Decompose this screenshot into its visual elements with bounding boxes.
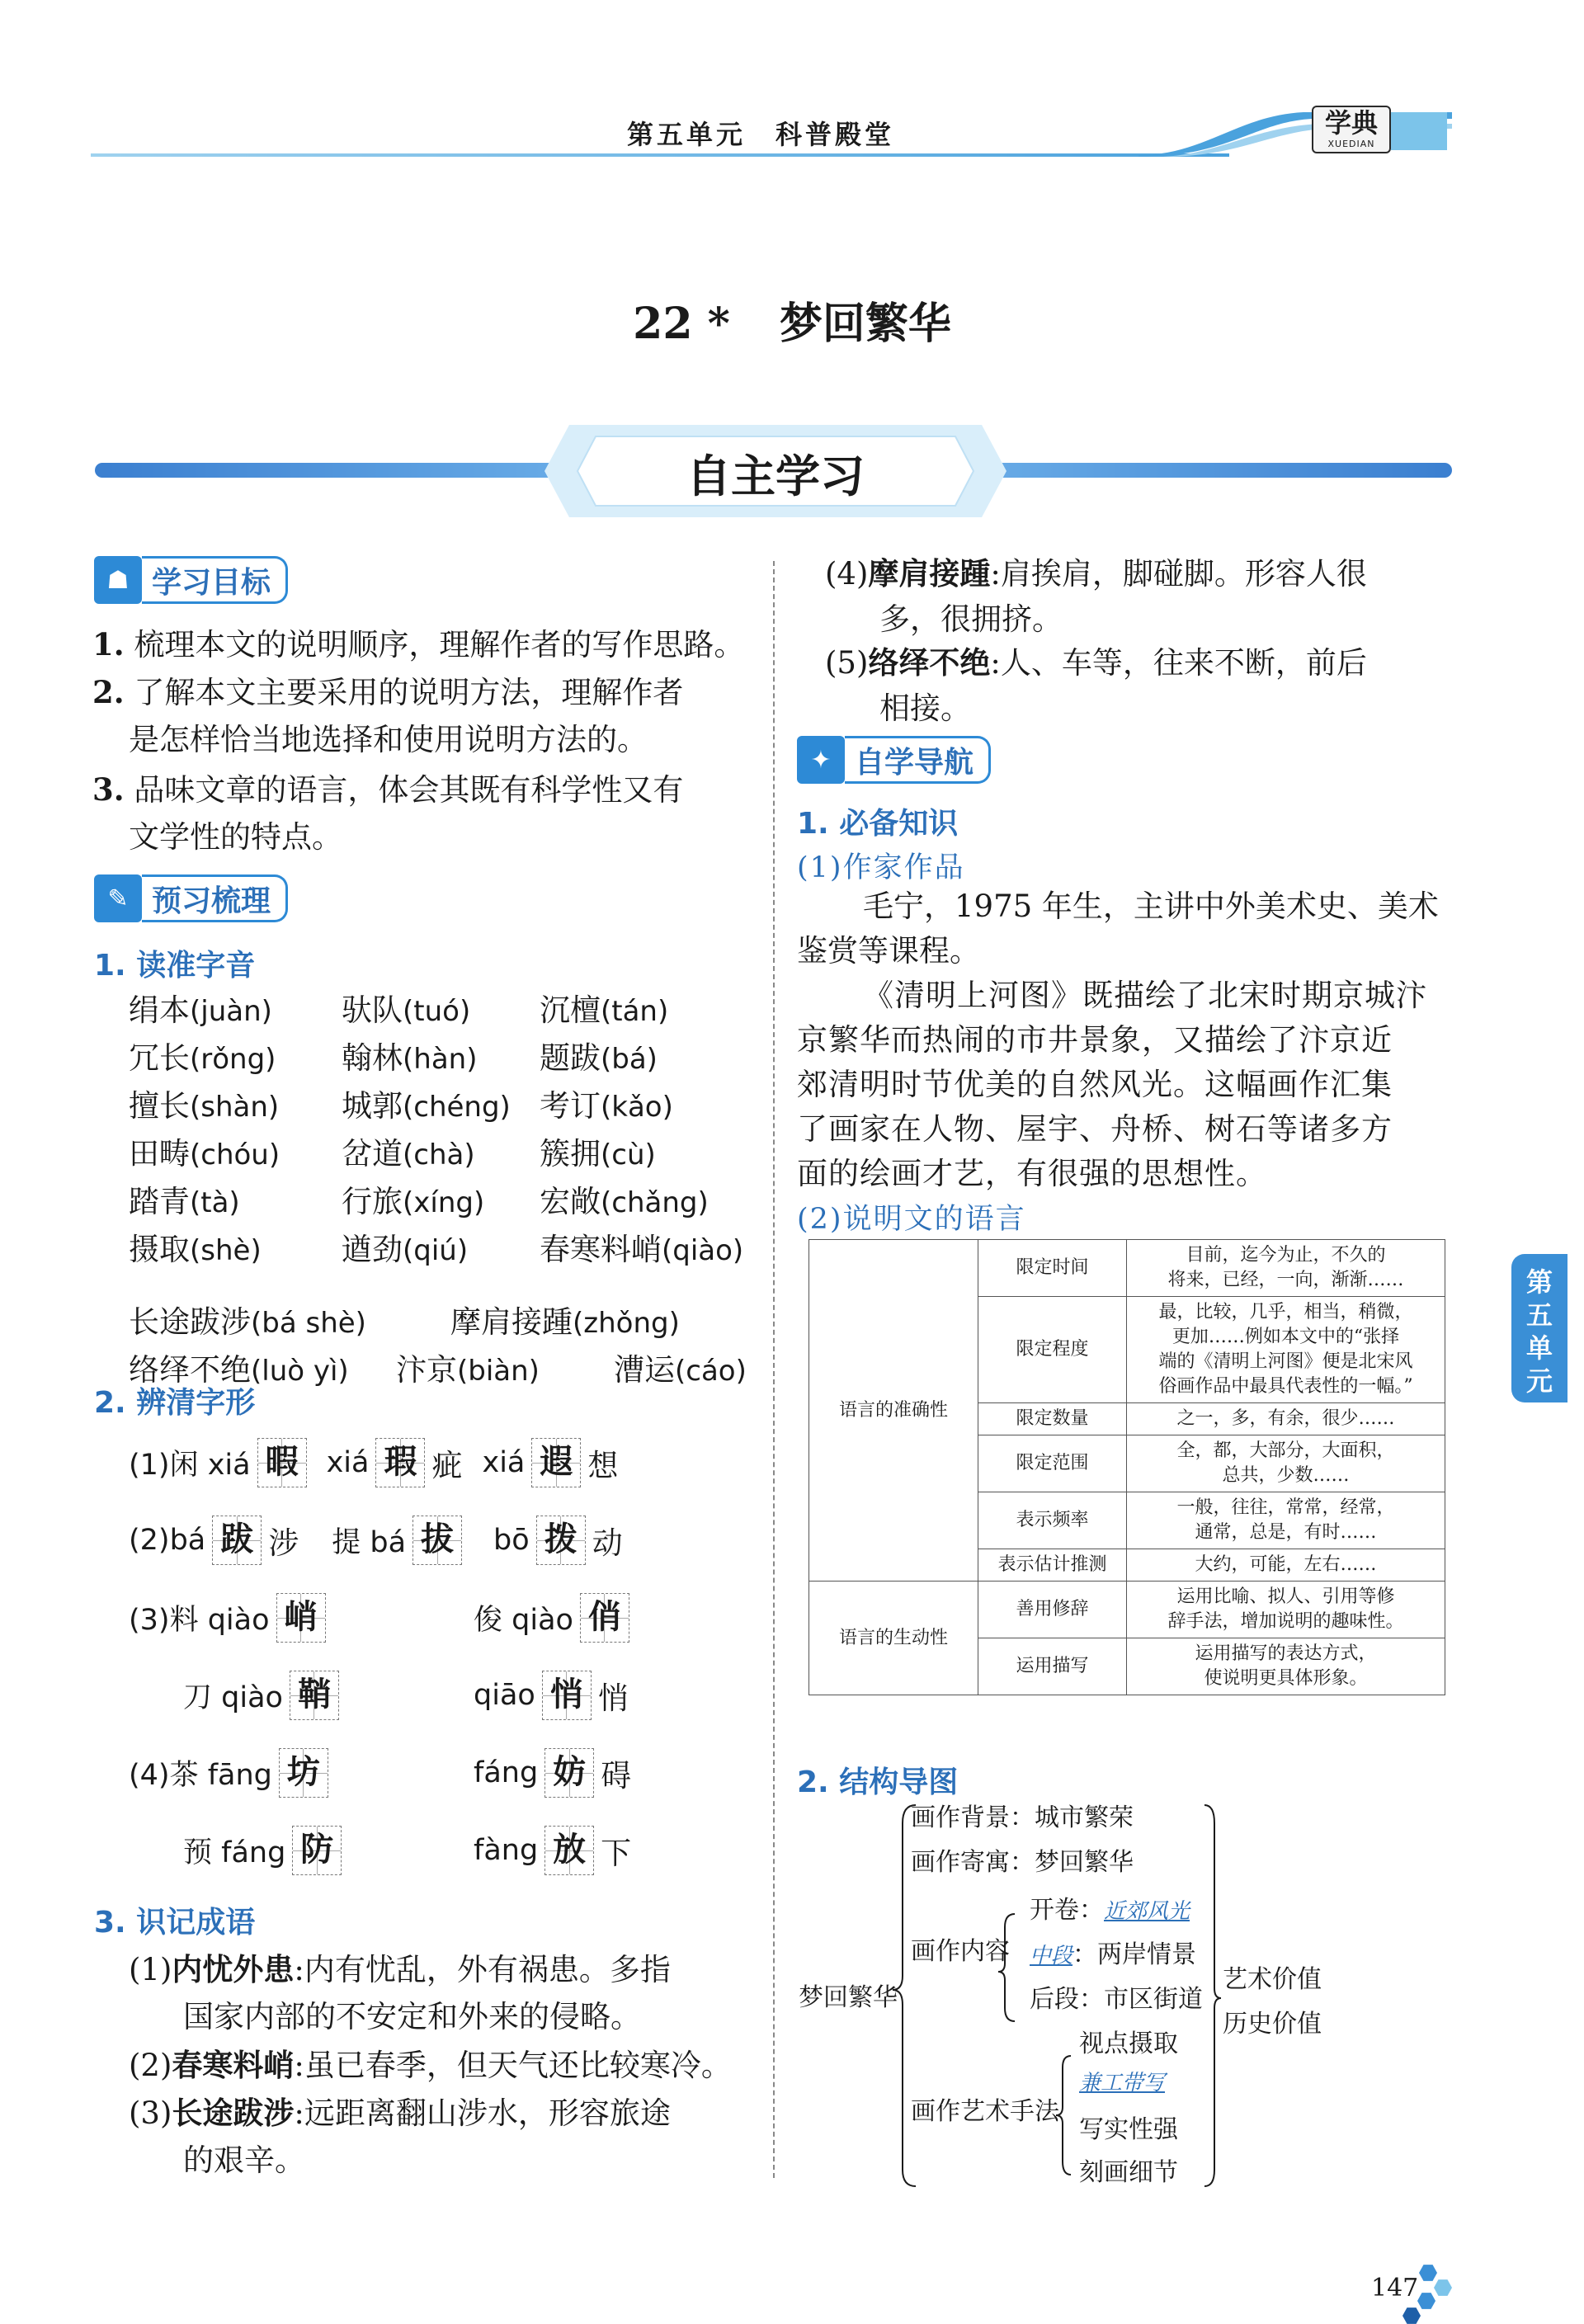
- goal-1: 1. 梳理本文的说明顺序，理解作者的写作思路。: [92, 626, 745, 662]
- glyph-row-5a: (4)茶 fāng 坊: [129, 1744, 335, 1802]
- painting-line-5: 面的绘画才艺，有很强的思想性。: [797, 1156, 1267, 1191]
- pinyin-row-8c: 漕运(cáo): [614, 1352, 747, 1388]
- unit-side-tab: 第 五 单 元: [1511, 1254, 1568, 1402]
- glyph-row-1: (1)闲 xiá 暇 xiá 瑕 疵 xiá 遐 想: [129, 1434, 618, 1492]
- glyph-row-2: (2)bá 跋 涉 提 bá 拔 bō 拨 动: [129, 1511, 623, 1569]
- char-box: 拨: [536, 1516, 586, 1565]
- decor-hex: [1417, 2292, 1436, 2310]
- decor-hex: [1434, 2279, 1452, 2297]
- char-box: 遐: [531, 1438, 581, 1487]
- pinyin-item: 踏青(tà): [129, 1184, 240, 1219]
- idiom-1: (1)内忧外患:内有忧乱，外有祸患。多指: [129, 1951, 671, 1987]
- pinyin-item: 宏敞(chǎng): [540, 1184, 709, 1219]
- char-box: 俏: [580, 1593, 629, 1643]
- diagram-value-history: 历史价值: [1223, 2010, 1322, 2039]
- char-box: 拔: [412, 1516, 462, 1565]
- painting-line-1: 《清明上河图》既描绘了北宋时期京城汴: [863, 978, 1427, 1013]
- diagram-root: 梦回繁华: [799, 1983, 898, 2012]
- painting-line-4: 了画家在人物、屋宇、舟桥、树石等诸多方: [797, 1111, 1393, 1147]
- char-box: 鞘: [290, 1671, 339, 1720]
- idiom-3-cont: 的艰辛。: [183, 2143, 305, 2178]
- idiom-5: (5)络绎不绝:人、车等，往来不断，前后: [825, 644, 1367, 681]
- pencil-icon: ✎: [94, 874, 142, 922]
- diagram-art-1: 视点摄取: [1079, 2029, 1178, 2058]
- char-box: 暇: [257, 1438, 307, 1487]
- pinyin-item: 翰林(hàn): [342, 1040, 478, 1076]
- subheading-author: (1)作家作品: [797, 851, 965, 884]
- pinyin-row-7a: 长途跋涉(bá shè): [129, 1304, 366, 1340]
- student-icon: ☗: [94, 556, 142, 604]
- pinyin-item: 题跋(bá): [540, 1040, 658, 1076]
- pinyin-item: 城郭(chéng): [342, 1088, 511, 1124]
- logo-text: 学典: [1324, 107, 1378, 139]
- goals-heading: ☗ 学习目标: [94, 554, 288, 606]
- diagram-content-1: 开卷：近郊风光: [1030, 1896, 1190, 1925]
- goal-3: 3. 品味文章的语言，体会其既有科学性又有: [92, 771, 684, 808]
- diagram-meaning: 画作寄寓：梦回繁华: [911, 1848, 1134, 1877]
- table-group-accuracy: 语言的准确性: [809, 1240, 978, 1582]
- char-box: 跋: [212, 1516, 262, 1565]
- char-box: 坊: [279, 1748, 328, 1798]
- pinyin-item: 冗长(rǒng): [129, 1040, 276, 1076]
- language-table: 语言的准确性 限定时间 目前，迄今为止，不久的 将来，已经，一向，渐渐…… 限定程度 最，比较，几乎，相当，稍微， 更加……例如本文中的“张择 端的《清明上河图》便是北宋风 俗画作品中最具代表性的一幅。” 限定数量 之一，多，有余，很少…… 限定范围 全，都，大部分，大面积， 总共，少数…… 表示频率 一般，往往，常常，经常， 通常，总是，有时…… 表示估计推测 大约，可能，左右…… 语言的生动性 善用修辞 运用比喻、拟人、引用等修 辞手法，增加说明的趣味性。 运用描写 运用描写的表达方式， 使说明更具体形象。: [808, 1239, 1445, 1695]
- pinyin-item: 岔道(chà): [342, 1136, 475, 1171]
- idiom-1-cont: 国家内部的不安定和外来的侵略。: [183, 1999, 641, 2034]
- guide-heading: ✦ 自学导航: [797, 734, 991, 785]
- pinyin-row-8b: 汴京(biàn): [396, 1352, 540, 1388]
- char-box: 妨: [544, 1748, 594, 1798]
- idiom-4: (4)摩肩接踵:肩挨肩，脚碰脚。形容人很: [825, 555, 1367, 592]
- pinyin-item: 春寒料峭(qiào): [540, 1232, 744, 1267]
- pinyin-row-7b: 摩肩接踵(zhǒng): [450, 1304, 680, 1340]
- diagram-value-art: 艺术价值: [1223, 1965, 1322, 1994]
- diagram-art-4: 刻画细节: [1079, 2158, 1178, 2187]
- diagram-art: 画作艺术手法: [911, 2097, 1059, 2126]
- pinyin-item: 绢本(juàn): [129, 992, 272, 1028]
- subheading-language: (2)说明文的语言: [797, 1203, 1026, 1236]
- subheading-glyphs: 2. 辨清字形: [94, 1386, 256, 1420]
- lesson-name: 梦回繁华: [779, 299, 951, 349]
- decor-hex: [1402, 2307, 1421, 2324]
- painting-line-2: 京繁华而热闹的市井景象，又描绘了汴京近: [797, 1022, 1393, 1058]
- header-title: 第五单元 科普殿堂: [627, 119, 895, 150]
- pinyin-item: 擅长(shàn): [129, 1088, 280, 1124]
- preview-heading: ✎ 预习梳理: [94, 873, 288, 924]
- subheading-structure: 2. 结构导图: [797, 1765, 959, 1799]
- logo-subtext: XUEDIAN: [1327, 139, 1375, 149]
- section-banner-title: 自主学习: [686, 450, 865, 502]
- pinyin-item: 田畴(chóu): [129, 1136, 280, 1171]
- pinyin-item: 簇拥(cù): [540, 1136, 656, 1171]
- idiom-2: (2)春寒料峭:虽已春季，但天气还比较寒冷。: [129, 2047, 732, 2083]
- author-line-2: 鉴赏等课程。: [797, 933, 980, 969]
- logo-bar: [1391, 112, 1447, 150]
- idiom-5-cont: 相接。: [879, 691, 971, 726]
- pinyin-item: 行旅(xíng): [342, 1184, 485, 1219]
- glyph-row-3a: (3)料 qiào 峭: [129, 1589, 332, 1647]
- diagram-art-3: 写实性强: [1079, 2115, 1178, 2144]
- diagram-content: 画作内容: [911, 1937, 1010, 1966]
- pinyin-row-8a: 络绎不绝(luò yì): [129, 1352, 349, 1388]
- idiom-3: (3)长途跋涉:远距离翻山涉水，形容旅途: [129, 2095, 671, 2131]
- telescope-icon: ✦: [797, 736, 845, 784]
- painting-line-3: 郊清明时节优美的自然风光。这幅画作汇集: [797, 1067, 1393, 1102]
- decor-hex: [1419, 2264, 1437, 2282]
- idiom-4-cont: 多，很拥挤。: [879, 601, 1063, 637]
- pinyin-item: 驮队(tuó): [342, 992, 471, 1028]
- lesson-title: [0, 289, 1584, 351]
- char-box: 放: [544, 1826, 594, 1875]
- glyph-row-4a: 刀 qiào 鞘: [183, 1666, 346, 1724]
- pinyin-item: 沉檀(tán): [540, 992, 669, 1028]
- subheading-idioms: 3. 识记成语: [94, 1906, 256, 1940]
- char-box: 峭: [276, 1593, 326, 1643]
- glyph-row-4b: qiāo 悄 悄: [474, 1666, 629, 1724]
- glyph-row-5b: fáng 妨 碍: [474, 1744, 631, 1802]
- column-divider: [773, 561, 775, 2178]
- pinyin-item: 遒劲(qiú): [342, 1232, 469, 1267]
- goal-2-cont: 是怎样恰当地选择和使用说明方法的。: [129, 722, 648, 757]
- table-group-vividness: 语言的生动性: [809, 1582, 978, 1695]
- char-box: 瑕: [375, 1438, 425, 1487]
- goal-2: 2. 了解本文主要采用的说明方法，理解作者: [92, 674, 684, 710]
- char-box: 悄: [542, 1671, 592, 1720]
- diagram-art-2: 兼工带写: [1079, 2071, 1166, 2095]
- pinyin-item: 考订(kǎo): [540, 1088, 673, 1124]
- lesson-number: 22 *: [633, 299, 730, 349]
- glyph-row-6b: fàng 放 下: [474, 1822, 631, 1879]
- header-rule: [91, 153, 1229, 157]
- goal-3-cont: 文学性的特点。: [129, 819, 342, 855]
- diagram-content-2: 中段：两岸情景: [1030, 1940, 1197, 1969]
- glyph-row-6a: 预 fáng 防: [183, 1822, 348, 1879]
- logo: [1312, 106, 1391, 153]
- glyph-row-3b: 俊 qiào 俏: [474, 1589, 636, 1647]
- page-number: 147: [1371, 2274, 1419, 2303]
- diagram-background: 画作背景：城市繁荣: [911, 1803, 1134, 1832]
- author-line-1: 毛宁，1975 年生，主讲中外美术史、美术: [863, 889, 1439, 924]
- char-box: 防: [292, 1826, 342, 1875]
- subheading-knowledge: 1. 必备知识: [797, 807, 959, 841]
- diagram-content-3: 后段：市区街道: [1030, 1985, 1203, 2014]
- subheading-pronunciation: 1. 读准字音: [94, 949, 256, 983]
- pinyin-item: 摄取(shè): [129, 1232, 262, 1267]
